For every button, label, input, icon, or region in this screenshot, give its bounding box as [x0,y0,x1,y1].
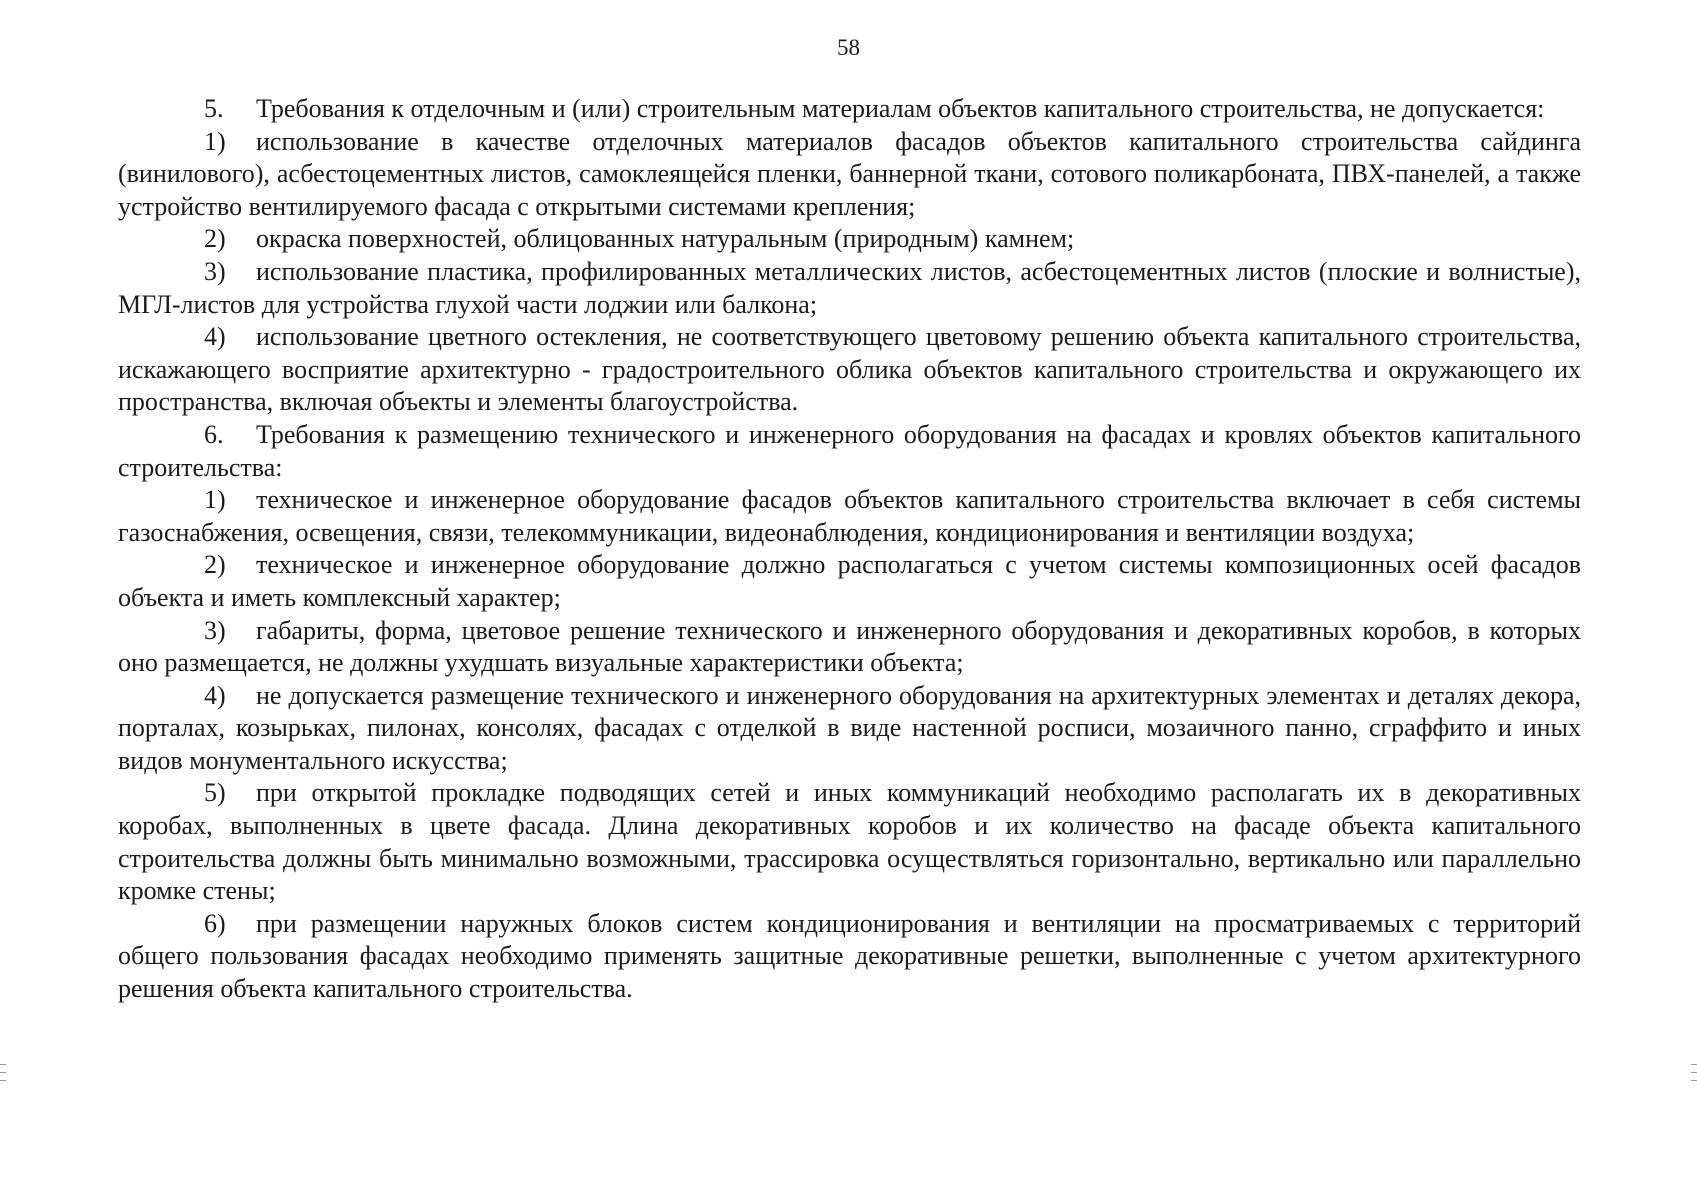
scan-edge-mark [1691,1080,1697,1081]
list-item [118,680,1581,778]
list-item [118,126,1581,224]
scan-edge-mark [1691,1064,1697,1065]
item-number: 5. [204,94,224,123]
page-number: 58 [837,35,860,60]
scan-edge-mark [1691,1072,1697,1073]
item-number: 6. [204,419,224,449]
item-number: 4) [204,322,226,352]
item-number: 1) [204,485,226,515]
paragraph-text: использование в качестве отделочных материалов фасадов объектов капитального строительства сайдинга (винилового), асбестоцементных листов, самоклеящейся пленки, баннерной ткани, сотового поликарбоната, ПВХ-панелей, а также устройство вентилируемого фасада с открытыми системами крепления; [118,126,1581,221]
scan-edge-mark [0,1080,6,1081]
paragraph-text: использование пластика, профилированных металлических листов, асбестоцементных листов (плоские и волнистые), МГЛ-листов для устройства глухой части лоджии или балкона; [118,256,1581,319]
list-item [118,615,1581,680]
paragraph-text: Требования к размещению технического и инженерного оборудования на фасадах и кровлях объектов капитального строительства: [118,419,1581,482]
paragraph-text: при открытой прокладке подводящих сетей и иных коммуникаций необходимо располагать их в декоративных коробах, выполненных в цвете фасада. Длина декоративных коробов и их количество на фасаде объекта капитального строительства должны быть минимально возможными, трассировка осуществляться горизонтально, вертикально или параллельно кромке стены; [118,778,1581,906]
paragraph-text: окраска поверхностей, облицованных натуральным (природным) камнем; [256,224,1075,254]
list-item [118,549,1581,614]
scan-edge-mark [0,1072,6,1073]
paragraph-text: не допускается размещение технического и инженерного оборудования на архитектурных элементах и деталях декора, порталах, козырьках, пилонах, консолях, фасадах с отделкой в виде настенной росписи, мозаичного панно, сграффито и иных видов монументального искусства; [118,680,1581,775]
list-item [118,256,1581,321]
paragraph-text: техническое и инженерное оборудование фасадов объектов капитального строительства включает в себя системы газоснабжения, освещения, связи, телекоммуникации, видеонаблюдения, кондиционирования и вентиляции воздуха; [118,485,1581,547]
paragraph-section-5 [118,93,1581,126]
paragraph-text: при размещении наружных блоков систем кондиционирования и вентиляции на просматриваемых с территорий общего пользования фасадах необходимо применять защитные декоративные решетки, выполненные с учетом архитектурного решения объекта капитального строительства. [118,908,1581,1004]
list-item [118,484,1581,549]
list-item [118,908,1581,1006]
paragraph-text: использование цветного остекления, не соответствующего цветовому решению объекта капитального строительства, искажающего восприятие архитектурно - градостроительного облика объектов капитального строительства и окружающего их пространства, включая объекты и элементы благоустройства. [118,322,1581,417]
paragraph-text: Требования к отделочным и (или) строительным материалам объектов капитального строительства, не допускается: [256,94,1545,123]
item-number: 5) [204,778,226,808]
item-number: 2) [204,224,226,254]
item-number: 3) [204,615,226,645]
paragraph-section-6 [118,419,1581,484]
item-number: 4) [204,680,226,710]
paragraph-text: техническое и инженерное оборудование должно располагаться с учетом системы композиционных осей фасадов объекта и иметь комплексный характер; [118,550,1581,612]
list-item [118,223,1581,256]
list-item [118,777,1581,907]
item-number: 6) [204,908,226,938]
item-number: 3) [204,256,226,286]
item-number: 1) [204,126,226,156]
scan-edge-mark [0,1064,6,1065]
list-item [118,321,1581,419]
item-number: 2) [204,550,226,580]
paragraph-text: габариты, форма, цветовое решение технического и инженерного оборудования и декоративных коробов, в которых оно размещается, не должны ухудшать визуальные характеристики объекта; [118,615,1581,678]
document-body [118,93,1581,1006]
